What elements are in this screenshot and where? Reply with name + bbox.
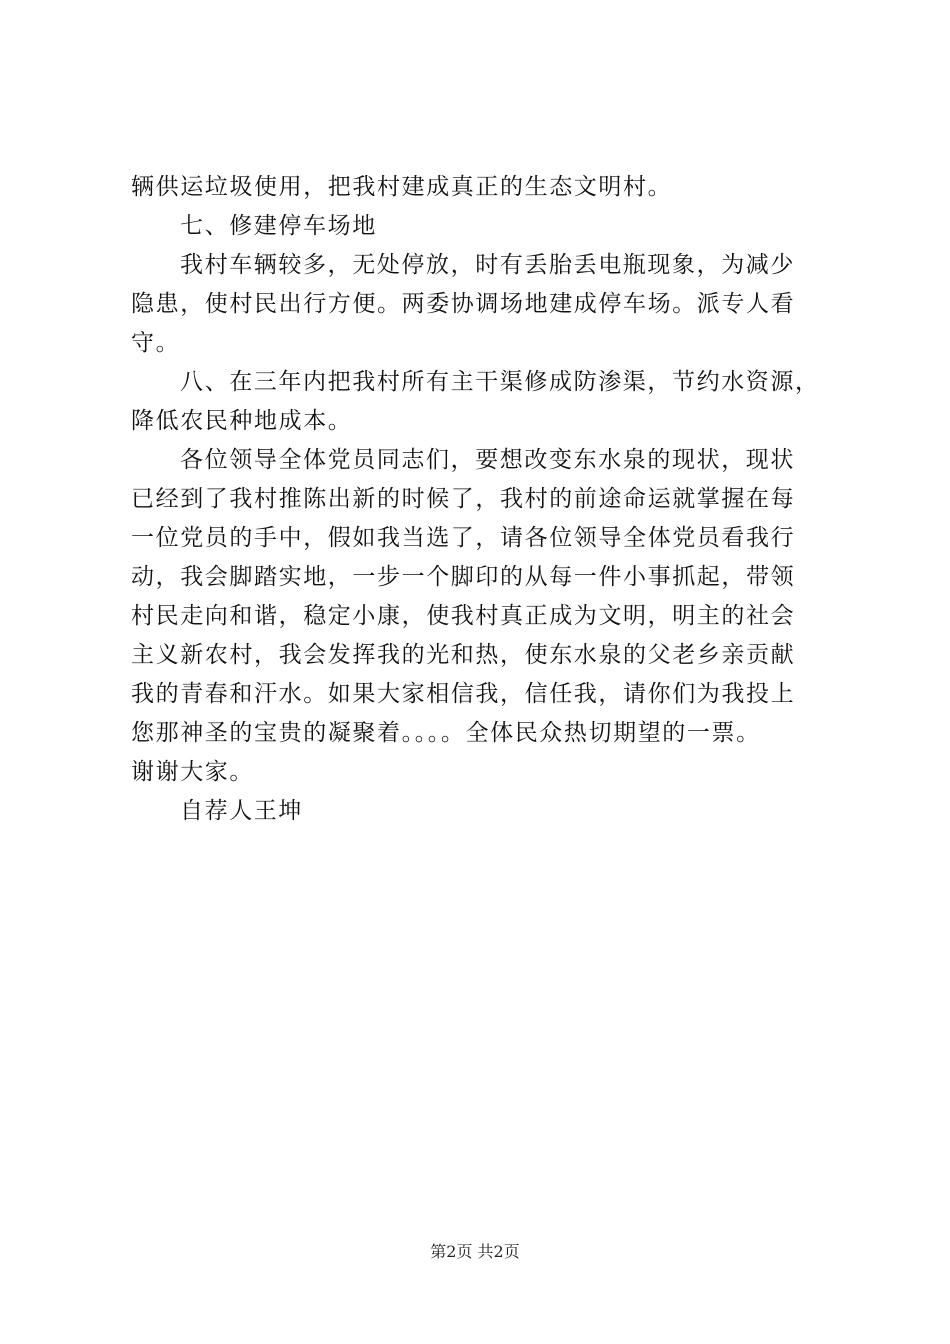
section-heading: 七、修建停车场地 [180, 213, 377, 239]
text-line: 主义新农村，我会发挥我的光和热，使东水泉的父老乡亲贡献 [131, 642, 796, 668]
text-line: 已经到了我村推陈出新的时候了，我村的前途命运就掌握在每 [131, 486, 796, 512]
text-line: 降低农民种地成本。 [131, 408, 353, 434]
text-line: 隐患，使村民出行方便。两委协调场地建成停车场。派专人看 [131, 291, 796, 317]
text-line: 谢谢大家。 [131, 759, 254, 785]
text-line: 我的青春和汗水。如果大家相信我，信任我，请你们为我投上 [131, 681, 796, 707]
text-line: 我村车辆较多，无处停放，时有丢胎丢电瓶现象，为减少 [180, 252, 795, 278]
text-line: 一位党员的手中，假如我当选了，请各位领导全体党员看我行 [131, 525, 796, 551]
text-line: 辆供运垃圾使用，把我村建成真正的生态文明村。 [131, 174, 673, 200]
document-body [131, 168, 846, 831]
text-line: 各位领导全体党员同志们，要想改变东水泉的现状，现状 [180, 447, 795, 473]
page-number: 第2页 共2页 [430, 1242, 520, 1261]
text-line: 您那神圣的宝贵的凝聚着。。。。全体民众热切期望的一票。 [131, 720, 761, 746]
page-footer [0, 1240, 950, 1264]
text-line: 村民走向和谐，稳定小康，使我村真正成为文明，明主的社会 [131, 603, 796, 629]
text-line: 动，我会脚踏实地，一步一个脚印的从每一件小事抓起，带领 [131, 564, 796, 590]
text-line: 守。 [131, 330, 181, 356]
signature-line: 自荐人王坤 [180, 798, 303, 824]
text-line: 八、在三年内把我村所有主干渠修成防渗渠，节约水资源， [180, 369, 820, 395]
